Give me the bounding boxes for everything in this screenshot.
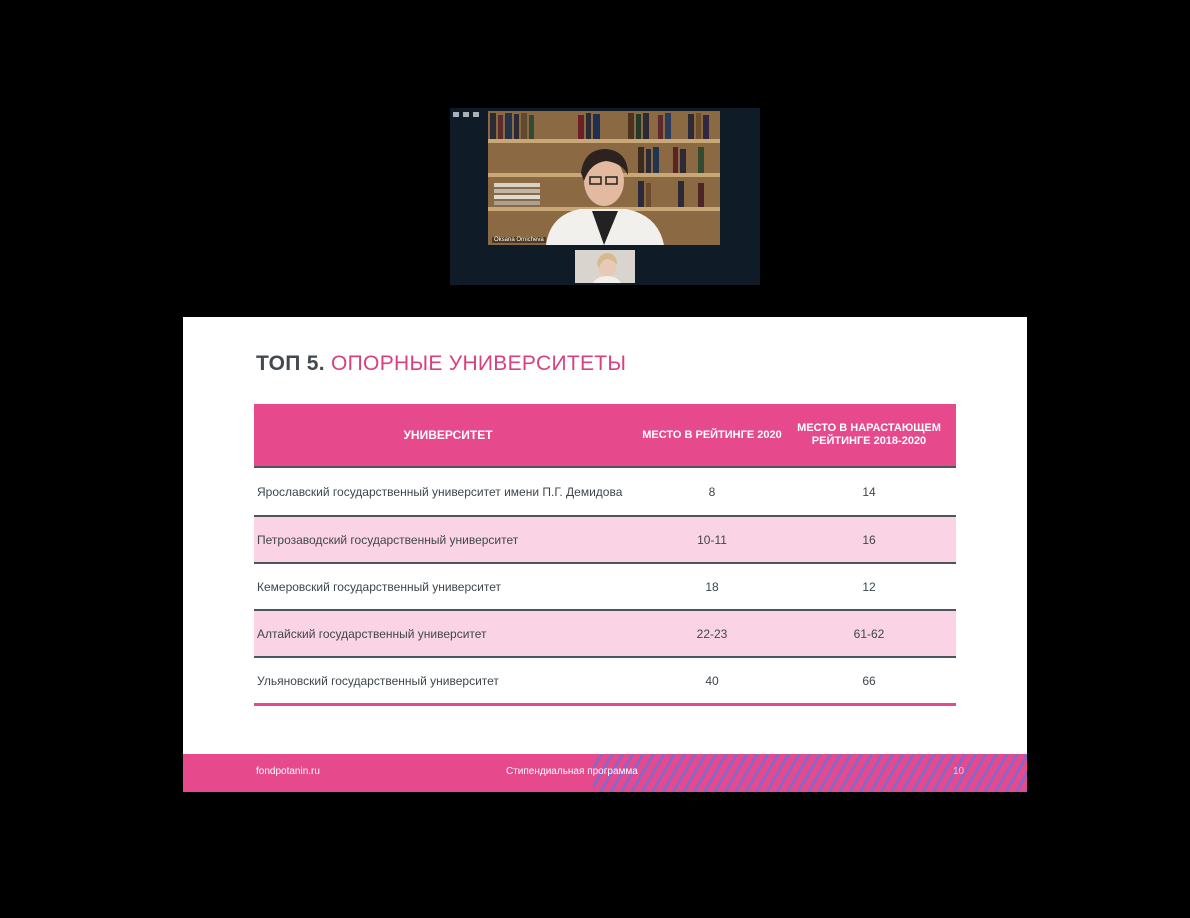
header-rank-2020: МЕСТО В РЕЙТИНГЕ 2020 — [642, 428, 782, 441]
header-university: УНИВЕРСИТЕТ — [403, 428, 493, 442]
slide-title — [256, 352, 626, 376]
speaker-video-frame — [488, 111, 720, 245]
footer-page-number: 10 — [953, 766, 965, 777]
footer-program: Стипендиальная программа — [506, 766, 638, 777]
table-row — [254, 468, 956, 517]
presentation-slide — [183, 317, 1027, 792]
cell-rank-cumulative: 16 — [862, 532, 876, 547]
cell-rank-cumulative: 14 — [862, 484, 876, 499]
cell-rank-2020: 8 — [708, 484, 716, 499]
table-header — [254, 404, 956, 468]
table-row — [254, 611, 956, 658]
header-rank-cumulative: МЕСТО В НАРАСТАЮЩЕМ РЕЙТИНГЕ 2018-2020 — [797, 422, 941, 447]
camera-icon — [453, 112, 459, 117]
table-row — [254, 658, 956, 706]
table-row — [254, 564, 956, 611]
cell-rank-cumulative: 66 — [862, 673, 876, 688]
cell-rank-cumulative: 12 — [862, 579, 876, 594]
video-status-icons — [453, 110, 479, 118]
cell-rank-2020: 22-23 — [696, 626, 728, 641]
slide-title-rest: ОПОРНЫЕ УНИВЕРСИТЕТЫ — [331, 352, 627, 375]
footer-site: fondpotanin.ru — [256, 766, 320, 777]
cell-university: Петрозаводский государственный университет — [257, 532, 519, 547]
mic-icon — [473, 112, 479, 117]
university-ranking-table — [254, 404, 956, 706]
cell-rank-2020: 10-11 — [697, 532, 727, 547]
cell-university: Алтайский государственный университет — [257, 626, 487, 641]
participant-thumbnail-frame — [575, 250, 635, 283]
participant-thumbnail[interactable] — [575, 250, 635, 283]
table-row — [254, 517, 956, 564]
cell-university: Ульяновский государственный университет — [257, 673, 499, 688]
cell-rank-cumulative: 61-62 — [853, 626, 885, 641]
slide-footer — [183, 754, 1027, 792]
slide-title-lead: ТОП 5. — [256, 352, 325, 375]
cell-university: Кемеровский государственный университет — [257, 579, 501, 594]
cell-rank-2020: 40 — [705, 673, 719, 688]
speaker-name-label: Oksana Ornicheva — [494, 237, 544, 243]
cell-university: Ярославский государственный университет имени П.Г. Демидова — [257, 484, 623, 499]
cell-rank-2020: 18 — [705, 579, 719, 594]
signal-icon — [463, 112, 469, 117]
speaker-video[interactable] — [488, 111, 720, 245]
video-conference-panel — [450, 108, 760, 285]
